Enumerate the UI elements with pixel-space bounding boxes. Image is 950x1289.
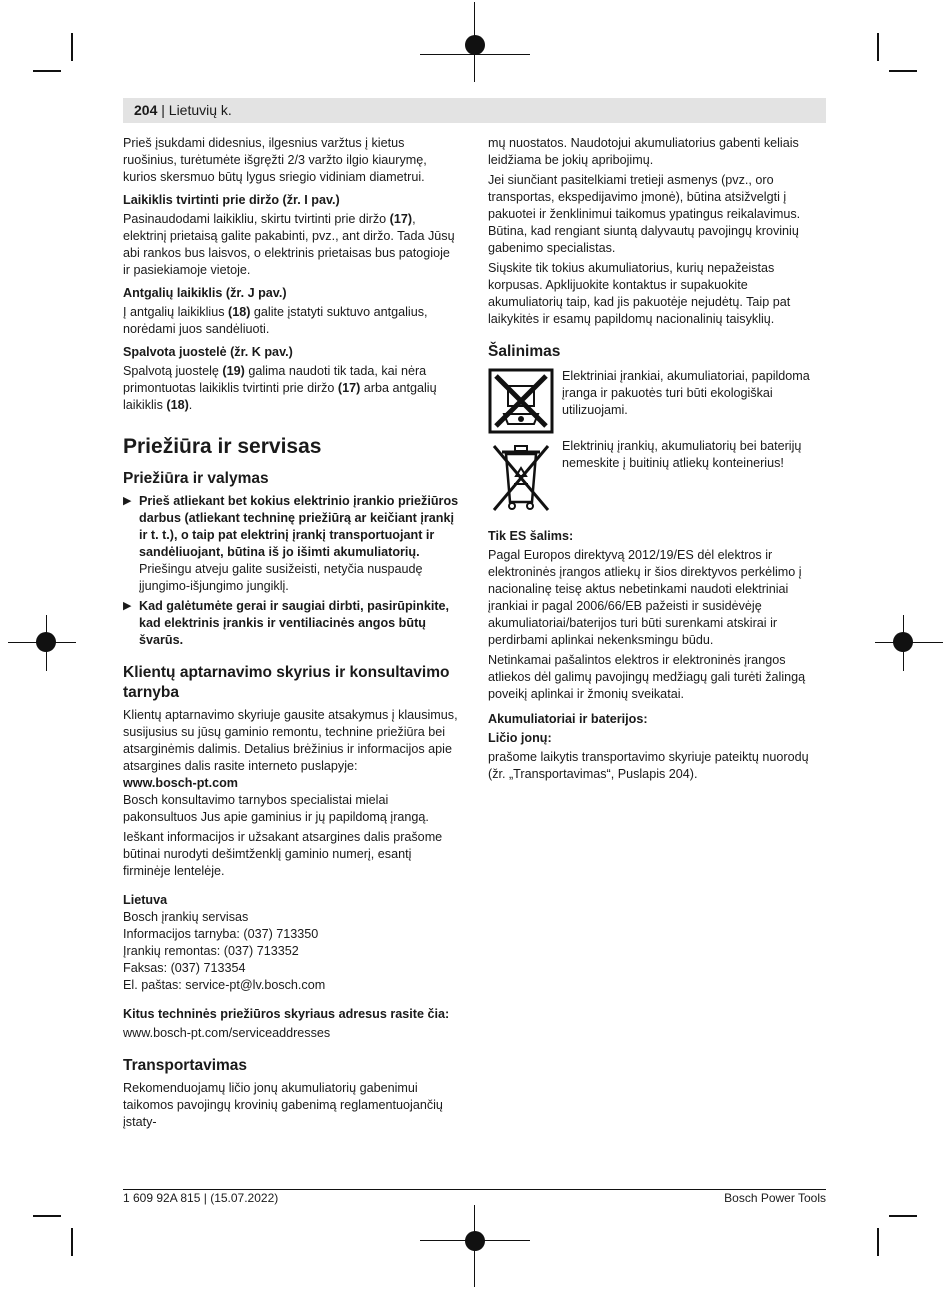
belt-clip-heading: Laikiklis tvirtinti prie diržo (žr. I pav.) [123, 193, 340, 207]
website-link[interactable]: www.bosch-pt.com [123, 776, 238, 790]
crop-mark [889, 1215, 917, 1217]
header-separator: | [161, 102, 165, 118]
crop-mark [33, 70, 61, 72]
intro-paragraph: Prieš įsukdami didesnius, ilgesnius varžtus į kietus ruošinius, turėtumėte išgręžti 2/3 varžto ilgio kiaurymę, kurios skersmuo būtų lygus sriegio vidiniam diametrui. [123, 136, 427, 184]
footer-rule [123, 1189, 826, 1190]
registration-dot [893, 632, 913, 652]
recycle-symbol-icon [488, 368, 554, 434]
address-line: Informacijos tarnyba: (037) 713350 [123, 927, 319, 941]
safety-bullet: ▶ Prieš atliekant bet kokius elektrinio įrankio priežiūros darbus (atliekant techninę priežiūrą ar keičiant įrankį ir t. t.), o taip pat elektrinį įrankį transportuojant ir sandėliuojant, būtina iš jo išimti akumuliatorių. Priešingu atveju galite susižeisti, netyčia nuspaudę įjungimo-išjungimo jungiklį. [123, 494, 459, 593]
transport-paragraph: Rekomenduojamų ličio jonų akumuliatorių gabenimui taikomos pavojingų krovinių gabenimą reglamentuojančių įstaty- [123, 1081, 443, 1129]
address-line: Bosch įrankių servisas [123, 910, 249, 924]
crop-mark [877, 1228, 879, 1256]
safety-bullet: ▶ Kad galėtumėte gerai ir saugiai dirbti, pasirūpinkite, kad elektrinis įrankis ir ventiliacinės angos būtų švarūs. [123, 599, 450, 647]
address-line: Faksas: (037) 713354 [123, 961, 246, 975]
bit-holder-paragraph: Į antgalių laikiklius (18) galite įstatyti suktuvo antgalius, norėdami juos sandėliuoti. [123, 305, 428, 336]
right-column [488, 135, 826, 786]
transport-paragraph: Siųskite tik tokius akumuliatorius, kurių nepažeistas korpusas. Apklijuokite kontaktus ir supakuokite akumuliatorių taip, kad jis pakuotėje nejudėtų. Taip pat laikykitės ir esamų papildomų nacionalinių taisyklių. [488, 261, 791, 326]
country-heading: Lietuva [123, 893, 168, 907]
crop-mark [33, 1215, 61, 1217]
page-header [123, 98, 826, 123]
customer-paragraph: Ieškant informacijos ir užsakant atsargines dalis prašome būtinai nurodyti dešimtženklį gaminio numerį, esantį firminėje lentelėje. [123, 830, 443, 878]
registration-dot [465, 35, 485, 55]
service-addresses-link[interactable]: www.bosch-pt.com/serviceaddresses [123, 1026, 331, 1040]
footer-brand: Bosch Power Tools [724, 1191, 826, 1205]
bit-holder-heading: Antgalių laikiklis (žr. J pav.) [123, 286, 287, 300]
registration-dot [465, 1231, 485, 1251]
crop-mark [877, 33, 879, 61]
disposal-bin-row [488, 438, 826, 514]
color-band-paragraph: Spalvotą juostelę (19) galima naudoti tik tada, kai nėra primontuotas laikiklis tvirtinti prie diržo (17) arba antgalių laikiklis (18). [123, 364, 437, 412]
care-heading: Priežiūra ir valymas [123, 470, 269, 487]
service-address [123, 909, 459, 994]
registration-dot [36, 632, 56, 652]
crossed-out-bin-icon [488, 438, 554, 514]
crop-mark [71, 33, 73, 61]
other-addresses-heading: Kitus techninės priežiūros skyriaus adresus rasite čia: [123, 1007, 450, 1021]
transport-paragraph: Jei siunčiant pasitelkiami tretieji asmenys (pvz., oro transportas, ekspedijavimo įmonė), būtina atsižvelgti į pakuotei ir ženklinimui taikomus ypatingus reikalavimus. Būtina, kad rengiant siuntą dalyvautų pavojingų krovinių gabenimo specialistas. [488, 173, 801, 255]
customer-paragraph: Bosch konsultavimo tarnybos specialistai mielai pakonsultuos Jus apie gaminius ir jų papildomą įrangą. [123, 793, 429, 824]
disposal-recycling-row [488, 368, 826, 434]
batteries-heading: Akumuliatoriai ir baterijos: [488, 712, 648, 726]
color-band-heading: Spalvota juostelė (žr. K pav.) [123, 345, 293, 359]
maintenance-heading: Priežiūra ir servisas [123, 435, 322, 458]
customer-service-heading: Klientų aptarnavimo skyrius ir konsultavimo tarnyba [123, 664, 450, 701]
eu-paragraph: Pagal Europos direktyvą 2012/19/ES dėl elektros ir elektroninės įrangos atliekų ir šios direktyvos perkėlimo į nacionalinę teisę aktus nebetinkami naudoti elektriniai įrankiai ir pagal 2006/66/EB pažeisti ir susidėvėję akumuliatoriai/baterijos turi būti surenkami atskirai ir perdirbami aplinkai nekenksmingu būdu. [488, 548, 802, 647]
page-number: 204 [134, 102, 158, 118]
li-ion-heading: Ličio jonų: [488, 731, 552, 745]
disposal-text: Elektriniai įrankiai, akumuliatoriai, papildoma įranga ir pakuotės turi būti ekologiškai utilizuojami. [562, 369, 810, 417]
address-line: Įrankių remontas: (037) 713352 [123, 944, 299, 958]
bullet-arrow-icon: ▶ [123, 495, 132, 507]
belt-clip-paragraph: Pasinaudodami laikikliu, skirtu tvirtinti prie diržo (17), elektrinį prietaisą galite pakabinti, pvz., ant diržo. Tada Jūsų abi rankos bus laisvos, o elektrinis prietaisas bus patogioje ir pasiekiamoje vietoje. [123, 212, 455, 277]
email-address[interactable]: El. paštas: service-pt@lv.bosch.com [123, 978, 326, 992]
crop-mark [71, 1228, 73, 1256]
transport-paragraph-continued: mų nuostatos. Naudotojui akumuliatorius gabenti keliais leidžiama be jokių apribojimų. [488, 136, 799, 167]
eu-heading: Tik ES šalims: [488, 529, 574, 543]
customer-paragraph: Klientų aptarnavimo skyriuje gausite atsakymus į klausimus, susijusius su jūsų gaminio remontu, technine priežiūra bei atsarginėmis dalimis. Detalius brėžinius ir informacijos apie atsargines dalis rasite interneto puslapyje: [123, 708, 458, 773]
li-ion-paragraph: prašome laikytis transportavimo skyriuje pateiktų nuorodų (žr. „Transportavimas“, Puslapis 204). [488, 750, 809, 781]
disposal-heading: Šalinimas [488, 343, 561, 360]
crop-mark [889, 70, 917, 72]
bullet-arrow-icon: ▶ [123, 600, 132, 612]
left-column [123, 135, 459, 1134]
disposal-text: Elektrinių įrankių, akumuliatorių bei baterijų nemeskite į buitinių atliekų konteinerius! [562, 439, 802, 470]
eu-paragraph: Netinkamai pašalintos elektros ir elektroninės įrangos atliekos dėl galimų pavojingų medžiagų gali turėti žalingą poveikį aplinkai ir žmonių sveikatai. [488, 653, 806, 701]
transport-heading: Transportavimas [123, 1057, 248, 1074]
header-language: Lietuvių k. [168, 102, 232, 118]
footer-doc-number: 1 609 92A 815 | (15.07.2022) [123, 1191, 279, 1205]
